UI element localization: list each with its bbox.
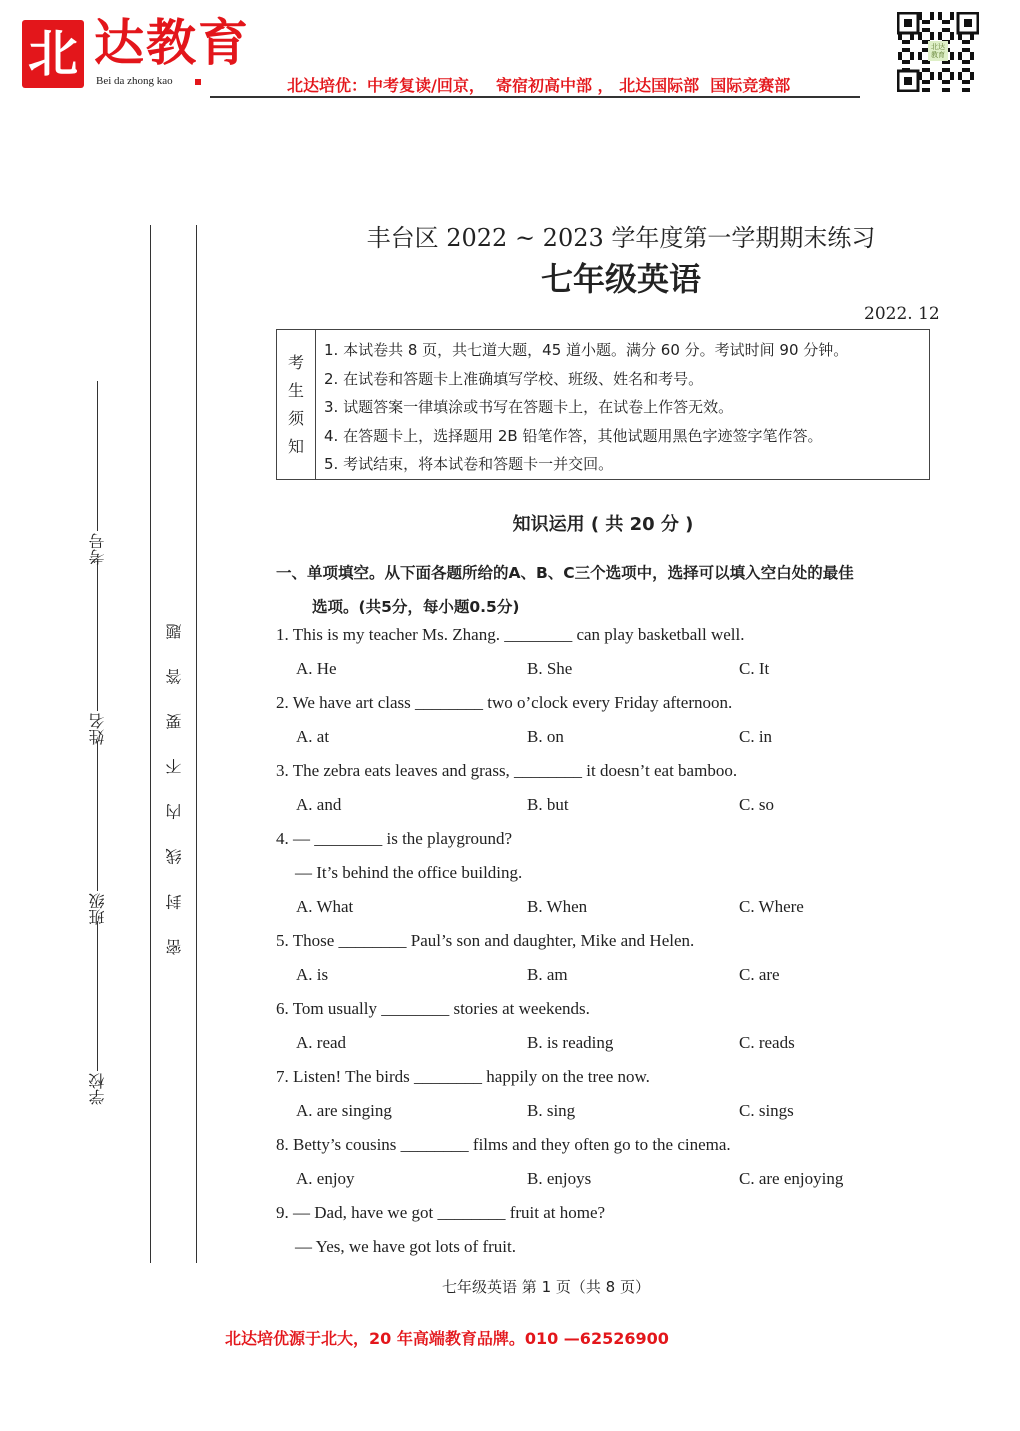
notice-box bbox=[276, 329, 930, 480]
option-b: B. She bbox=[527, 659, 573, 678]
binding-field-line bbox=[98, 381, 99, 531]
question-stem: 1. This is my teacher Ms. Zhang. ________ can play basketball well. bbox=[276, 625, 745, 644]
binding-field-line bbox=[98, 921, 99, 1071]
notice-list bbox=[316, 330, 848, 479]
option-c: C. sings bbox=[739, 1101, 794, 1120]
binding-field-label: 姓名 bbox=[88, 713, 107, 745]
question-stem: 2. We have art class ________ two o’clock every Friday afternoon. bbox=[276, 693, 733, 712]
option-b: B. but bbox=[527, 795, 569, 814]
exam-title: 丰台区 2022 ~ 2023 学年度第一学期期末练习 bbox=[366, 224, 876, 252]
notice-item: 3. 试题答案一律填涂或书写在答题卡上，在试卷上作答无效。 bbox=[324, 398, 734, 416]
question-stem: 6. Tom usually ________ stories at weekends. bbox=[276, 999, 590, 1018]
option-a: A. are singing bbox=[296, 1101, 392, 1120]
binding-field-label: 考号 bbox=[88, 533, 107, 565]
option-c: C. are bbox=[739, 965, 780, 984]
option-a: A. and bbox=[296, 795, 342, 814]
question-stem: 7. Listen! The birds ________ happily on the tree now. bbox=[276, 1067, 650, 1086]
instruction-line: 选项。(共5分，每小题0.5分) bbox=[312, 598, 520, 616]
binding-line-right bbox=[196, 225, 197, 1263]
exam-date: 2022. 12 bbox=[864, 304, 940, 324]
option-c: C. reads bbox=[739, 1033, 795, 1052]
header-divider bbox=[210, 96, 860, 98]
question-response: — Yes, we have got lots of fruit. bbox=[295, 1237, 516, 1256]
section-heading: 知识运用 ( 共 20 分 ) bbox=[512, 514, 694, 535]
notice-item: 4. 在答题卡上，选择题用 2B 铅笔作答，其他试题用黑色字迹签字笔作答。 bbox=[324, 426, 823, 445]
instruction-line: 一、单项填空。从下面各题所给的A、B、C三个选项中，选择可以填入空白处的最佳 bbox=[276, 564, 854, 582]
binding-field[interactable] bbox=[88, 360, 108, 565]
option-c: C. in bbox=[739, 727, 773, 746]
notice-label-char: 知 bbox=[287, 436, 304, 456]
notice-item: 1. 本试卷共 8 页，共七道大题，45 道小题。满分 60 分。考试时间 90 分钟。 bbox=[324, 341, 849, 359]
option-b: B. enjoys bbox=[527, 1169, 592, 1188]
option-c: C. so bbox=[739, 795, 774, 814]
logo-square-icon bbox=[195, 79, 201, 85]
binding-field-label: 学校 bbox=[88, 1073, 107, 1105]
option-b: B. on bbox=[527, 727, 564, 746]
question-stem: 5. Those ________ Paul’s son and daughter, Mike and Helen. bbox=[276, 931, 695, 950]
logo-subtitle: Bei da zhong kao bbox=[96, 75, 173, 87]
option-a: A. He bbox=[296, 659, 337, 678]
binding-field-label: 班级 bbox=[88, 893, 107, 925]
binding-field-line bbox=[98, 741, 99, 891]
option-b: B. am bbox=[527, 965, 568, 984]
logo-text: 达教育 bbox=[94, 13, 250, 72]
notice-label bbox=[277, 330, 316, 479]
option-c: C. It bbox=[739, 659, 770, 678]
notice-item: 5. 考试结束，将本试卷和答题卡一并交回。 bbox=[324, 455, 614, 473]
question-response: — It’s behind the office building. bbox=[295, 863, 523, 882]
option-a: A. enjoy bbox=[296, 1169, 355, 1188]
question-stem: 8. Betty’s cousins ________ films and they often go to the cinema. bbox=[276, 1135, 731, 1154]
qr-center-label: 北达教育 bbox=[931, 43, 945, 59]
question-stem: 9. — Dad, have we got ________ fruit at home? bbox=[276, 1203, 606, 1222]
option-b: B. is reading bbox=[527, 1033, 614, 1052]
page-footer: 七年级英语 第 1 页（共 8 页） bbox=[442, 1278, 650, 1296]
option-a: A. read bbox=[296, 1033, 347, 1052]
seal-text: 密 封 线 内 不 要 答 题 bbox=[165, 611, 184, 955]
binding-field[interactable] bbox=[88, 720, 108, 925]
option-a: A. is bbox=[296, 965, 329, 984]
binding-field[interactable] bbox=[88, 900, 108, 1105]
option-b: B. sing bbox=[527, 1101, 576, 1120]
notice-label-char: 生 bbox=[287, 380, 304, 400]
header-slogan: 北达培优：中考复读/回京， 寄宿初高中部 ， 北达国际部 国际竞赛部 bbox=[287, 76, 791, 95]
notice-label-char: 考 bbox=[287, 352, 304, 372]
option-c: C. are enjoying bbox=[739, 1169, 844, 1188]
notice-label-char: 须 bbox=[287, 408, 304, 428]
question-stem: 3. The zebra eats leaves and grass, ________ it doesn’t eat bamboo. bbox=[276, 761, 738, 780]
option-c: C. Where bbox=[739, 897, 804, 916]
logo-mark: 北 bbox=[22, 20, 84, 88]
binding-field-line bbox=[98, 561, 99, 711]
subject-title: 七年级英语 bbox=[540, 260, 701, 298]
notice-item: 2. 在试卷和答题卡上准确填写学校、班级、姓名和考号。 bbox=[324, 369, 704, 388]
binding-line-left bbox=[150, 225, 151, 1263]
question-stem: 4. — ________ is the playground? bbox=[276, 829, 513, 848]
option-a: A. What bbox=[296, 897, 354, 916]
footer-ad: 北达培优源于北大，20 年高端教育品牌。010 —62526900 bbox=[225, 1329, 669, 1348]
option-b: B. When bbox=[527, 897, 588, 916]
instruction bbox=[276, 556, 936, 624]
option-a: A. at bbox=[296, 727, 330, 746]
binding-field[interactable] bbox=[88, 540, 108, 745]
